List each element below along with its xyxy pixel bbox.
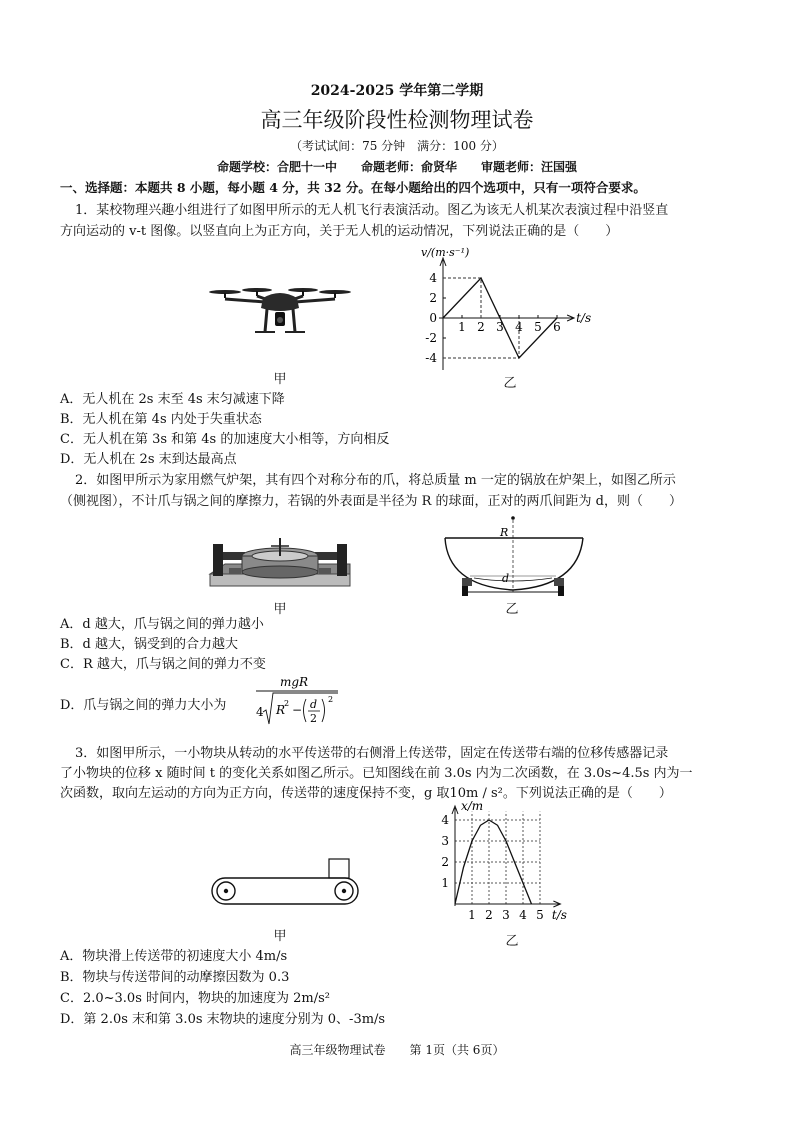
vt-y-label: v/(m·s⁻¹) (421, 246, 470, 259)
xt-x-label: t/s (551, 908, 567, 922)
q2-formula (254, 672, 344, 728)
q3-option-d: D．第 2.0s 末和第 3.0s 末物块的速度分别为 0、-3m/s (60, 1012, 386, 1027)
xt-chart (415, 800, 600, 930)
q2-fig-b-label: 乙 (505, 602, 519, 617)
formula-numerator: mgR (280, 675, 309, 689)
vt-y-tick-label: 2 (429, 291, 437, 305)
q2-stem-1: 2．如图甲所示为家用燃气炉架，其有四个对称分布的爪，将总质量 m 一定的锅放在炉架上，如图乙所示 (75, 473, 676, 488)
q3-stem-3: 次函数，取向左运动的方向为正方向，传送带的速度保持不变，g 取10m / s²。下列说法正确的是（ ） (60, 786, 672, 801)
vt-x-tick-label: 5 (534, 320, 542, 334)
section-heading: 一、选择题：本题共 8 小题，每小题 4 分，共 32 分。在每小题给出的四个选项中，只有一项符合要求。 (60, 180, 646, 195)
vt-x-tick-label: 4 (515, 320, 523, 334)
q1-option-a: A．无人机在 2s 末至 4s 末匀减速下降 (60, 392, 285, 407)
q1-option-b: B．无人机在第 4s 内处于失重状态 (60, 412, 262, 427)
q3-fig-b-label: 乙 (505, 934, 519, 949)
formula-den-R: R (276, 703, 286, 717)
drone-image (205, 282, 355, 350)
formula-d: d (310, 698, 318, 711)
xt-y-tick-label: 3 (441, 834, 449, 848)
vt-y-tick-label: 4 (429, 271, 437, 285)
vt-x-tick-label: 1 (458, 320, 466, 334)
xt-x-tick-label: 4 (519, 908, 527, 922)
q2-option-c: C．R 越大，爪与锅之间的弹力不变 (60, 657, 266, 672)
q1-fig-b-label: 乙 (503, 376, 517, 391)
vt-x-tick-label: 3 (496, 320, 504, 334)
svg-text:2: 2 (328, 695, 334, 704)
q3-stem-2: 了小物块的位移 x 随时间 t 的变化关系如图乙所示。已知图线在前 3.0s 内为二次函数，在 3.0s~4.5s 内为一 (60, 766, 693, 781)
xt-x-tick-label: 5 (536, 908, 544, 922)
exam-year: 2024-2025 学年第二学期 (310, 83, 484, 99)
vt-x-tick-label: 2 (477, 320, 485, 334)
q1-option-d: D．无人机在 2s 末到达最高点 (60, 452, 237, 467)
vt-y-tick-label: -2 (425, 331, 437, 345)
page-footer: 高三年级物理试卷 第 1页（共 6页） (289, 1043, 505, 1057)
q3-option-b: B．物块与传送带间的动摩擦因数为 0.3 (60, 970, 290, 985)
xt-x-tick-label: 2 (485, 908, 493, 922)
formula-2: 2 (310, 712, 317, 725)
vt-y-tick-label: 0 (429, 311, 437, 325)
exam-info: （考试试间：75 分钟 满分：100 分） (290, 139, 504, 153)
stove-image (205, 522, 355, 594)
q3-stem-1: 3．如图甲所示，一小物块从转动的水平传送带的右侧滑上传送带，固定在传送带右端的位移传感器记录 (75, 746, 669, 761)
xt-x-tick-label: 1 (468, 908, 476, 922)
xt-x-tick-label: 3 (502, 908, 510, 922)
q2-option-a: A．d 越大，爪与锅之间的弹力越小 (60, 617, 264, 632)
q2-stem-2: （侧视图），不计爪与锅之间的摩擦力，若锅的外表面是半径为 R 的球面，正对的两爪间距为 d，则（ ） (60, 494, 683, 509)
q2-option-b: B．d 越大，锅受到的合力越大 (60, 637, 239, 652)
xt-y-label: x/m (461, 800, 484, 813)
vt-y-tick-label: -4 (425, 351, 437, 365)
xt-y-tick-label: 2 (441, 855, 449, 869)
pan-side-view (440, 512, 590, 602)
svg-text:−: − (292, 703, 303, 717)
exam-title: 高三年级阶段性检测物理试卷 (260, 108, 534, 132)
q1-option-c: C．无人机在第 3s 和第 4s 的加速度大小相等，方向相反 (60, 432, 390, 447)
formula-den-4: 4 (256, 705, 264, 719)
svg-text:2: 2 (284, 699, 290, 708)
q2-fig-a-label: 甲 (273, 602, 287, 617)
vt-chart (405, 240, 615, 375)
conveyor-belt-image (205, 855, 365, 910)
q3-fig-a-label: 甲 (273, 929, 287, 944)
vt-x-label: t/s (576, 311, 592, 325)
pan-radius-label: R (500, 526, 509, 539)
vt-x-tick-label: 6 (553, 320, 561, 334)
q3-option-c: C．2.0~3.0s 时间内，物块的加速度为 2m/s² (60, 991, 330, 1006)
q2-option-d: D．爪与锅之间的弹力大小为 (60, 698, 227, 713)
q3-option-a: A．物块滑上传送带的初速度大小 4m/s (60, 949, 288, 964)
exam-authors: 命题学校：合肥十一中 命题老师：俞贤华 审题老师：汪国强 (216, 160, 577, 174)
xt-y-tick-label: 4 (441, 813, 449, 827)
xt-y-tick-label: 1 (441, 876, 449, 890)
pan-distance-label: d (502, 572, 510, 585)
q1-fig-a-label: 甲 (273, 372, 287, 387)
q1-stem-2: 方向运动的 v-t 图像。以竖直向上为正方向，关于无人机的运动情况，下列说法正确的是（ ） (60, 224, 619, 239)
q1-stem-1: 1．某校物理兴趣小组进行了如图甲所示的无人机飞行表演活动。图乙为该无人机某次表演过程中沿竖直 (75, 203, 669, 218)
